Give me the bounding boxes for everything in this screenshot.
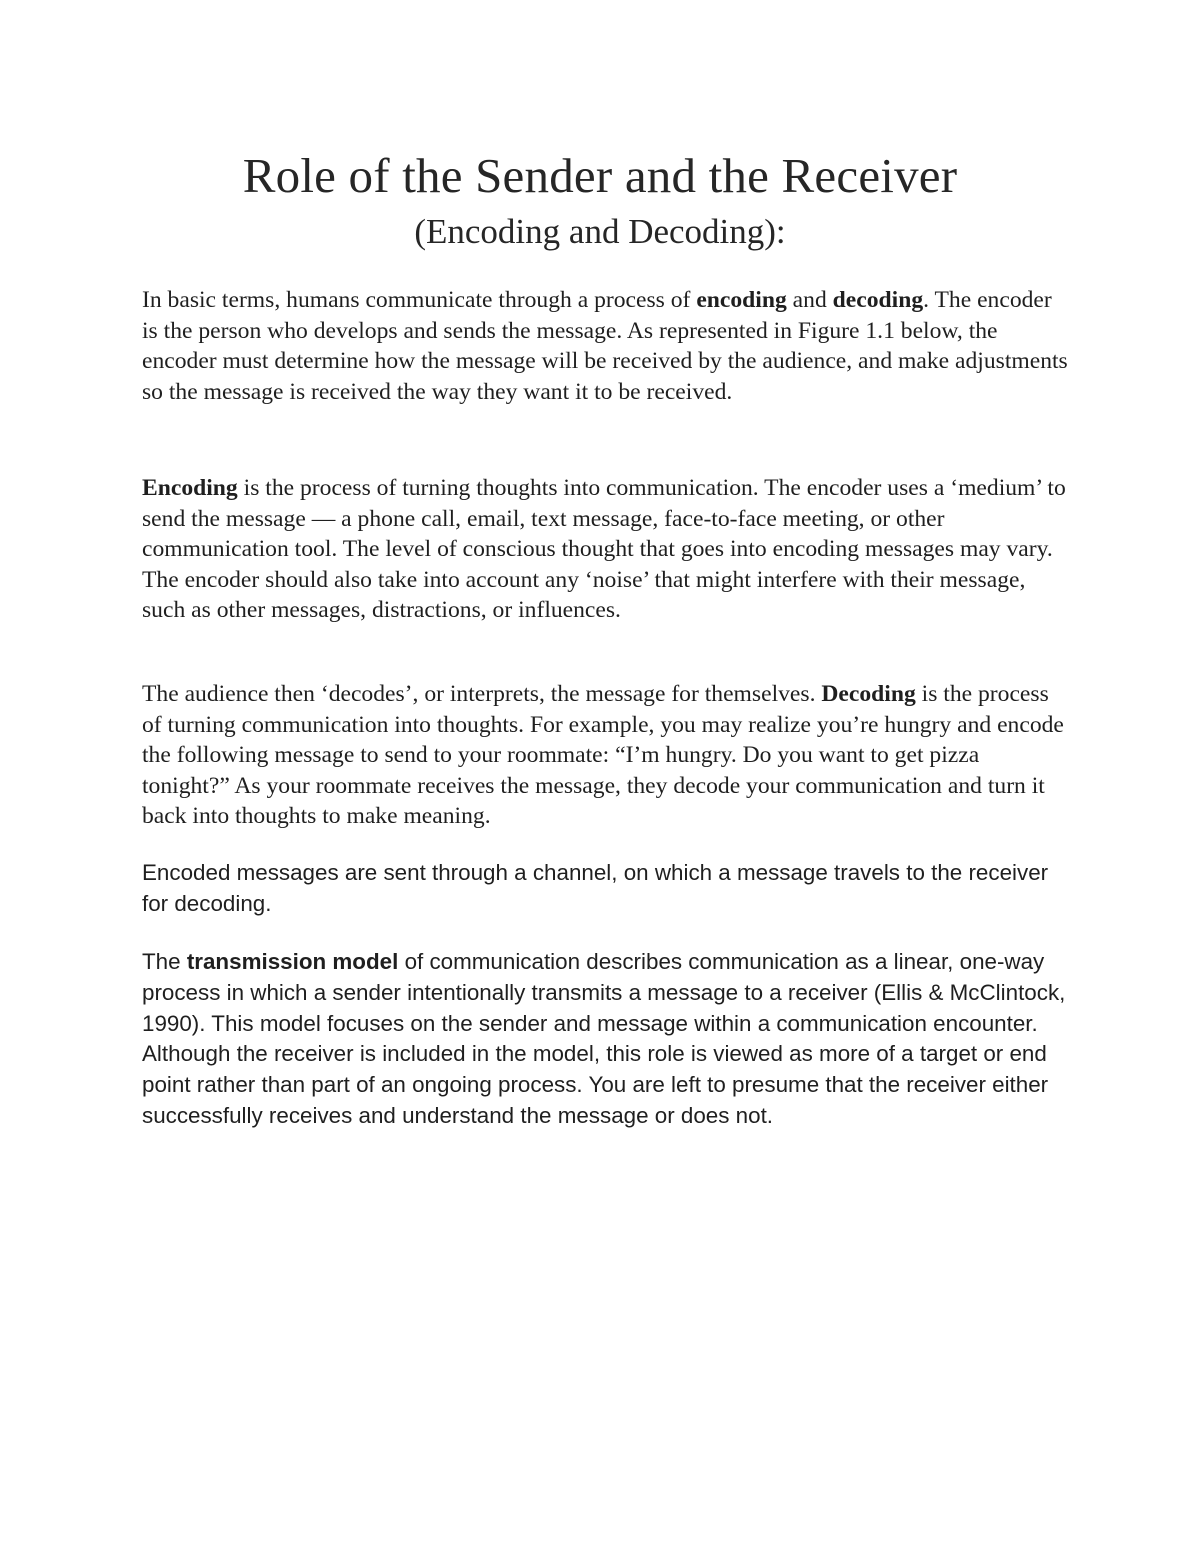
paragraph-5-text-b: of communication describes communication as a linear, one-way process in which a sender intentionally transmits a message to a receiver (Ellis & McClintock, 1990). This model focuses on the sender and message within a communication encounter. Although the receiver is included in the model, this role is viewed as more of a target or end point rather than part of an ongoing process. You are left to presume that the receiver either successfully receives and understand the message or does not. — [142, 949, 1066, 1128]
paragraph-3-text-b: is the process of turning communication into thoughts. For example, you may realize you’re hungry and encode the following message to send to your roommate: “I’m hungry. Do you want to get pizza tonight?” As your roommate receives the message, they decode your communication and turn it back into thoughts to make meaning. — [142, 681, 1064, 830]
paragraph-1-text-c: . The encoder is the person who develops and sends the message. As represented in Figure 1.1 below, the encoder must determine how the message will be received by the audience, and make adjustments so the message is received the way they want it to be received. — [142, 287, 1068, 405]
paragraph-1-text-a: In basic terms, humans communicate through a process of — [142, 287, 697, 313]
paragraph-3 — [142, 679, 1072, 832]
term-encoding: encoding — [696, 287, 787, 313]
term-decoding-definition: Decoding — [821, 681, 916, 707]
paragraph-5-text-a: The — [142, 949, 187, 974]
paragraph-1 — [142, 285, 1072, 407]
paragraph-5 — [142, 947, 1072, 1132]
paragraph-2-text: is the process of turning thoughts into communication. The encoder uses a ‘medium’ to send the message — a phone call, email, text message, face-to-face meeting, or other communication tool. The level of conscious thought that goes into encoding messages may vary. The encoder should also take into account any ‘noise’ that might interfere with their message, such as other messages, distractions, or influences. — [142, 475, 1066, 624]
paragraph-4-text: Encoded messages are sent through a channel, on which a message travels to the receiver for decoding. — [142, 860, 1049, 916]
paragraph-3-text-a: The audience then ‘decodes’, or interprets, the message for themselves. — [142, 681, 822, 707]
term-decoding: decoding — [832, 287, 924, 313]
paragraph-2 — [142, 473, 1072, 626]
title-block — [0, 146, 1200, 254]
page-title: Role of the Sender and the Receiver — [242, 148, 958, 203]
term-encoding-definition: Encoding — [142, 475, 238, 501]
page-subtitle: (Encoding and Decoding): — [414, 212, 786, 251]
paragraph-1-text-b: and — [786, 287, 833, 313]
term-transmission-model: transmission model — [186, 949, 399, 974]
paragraph-4 — [142, 858, 1072, 920]
